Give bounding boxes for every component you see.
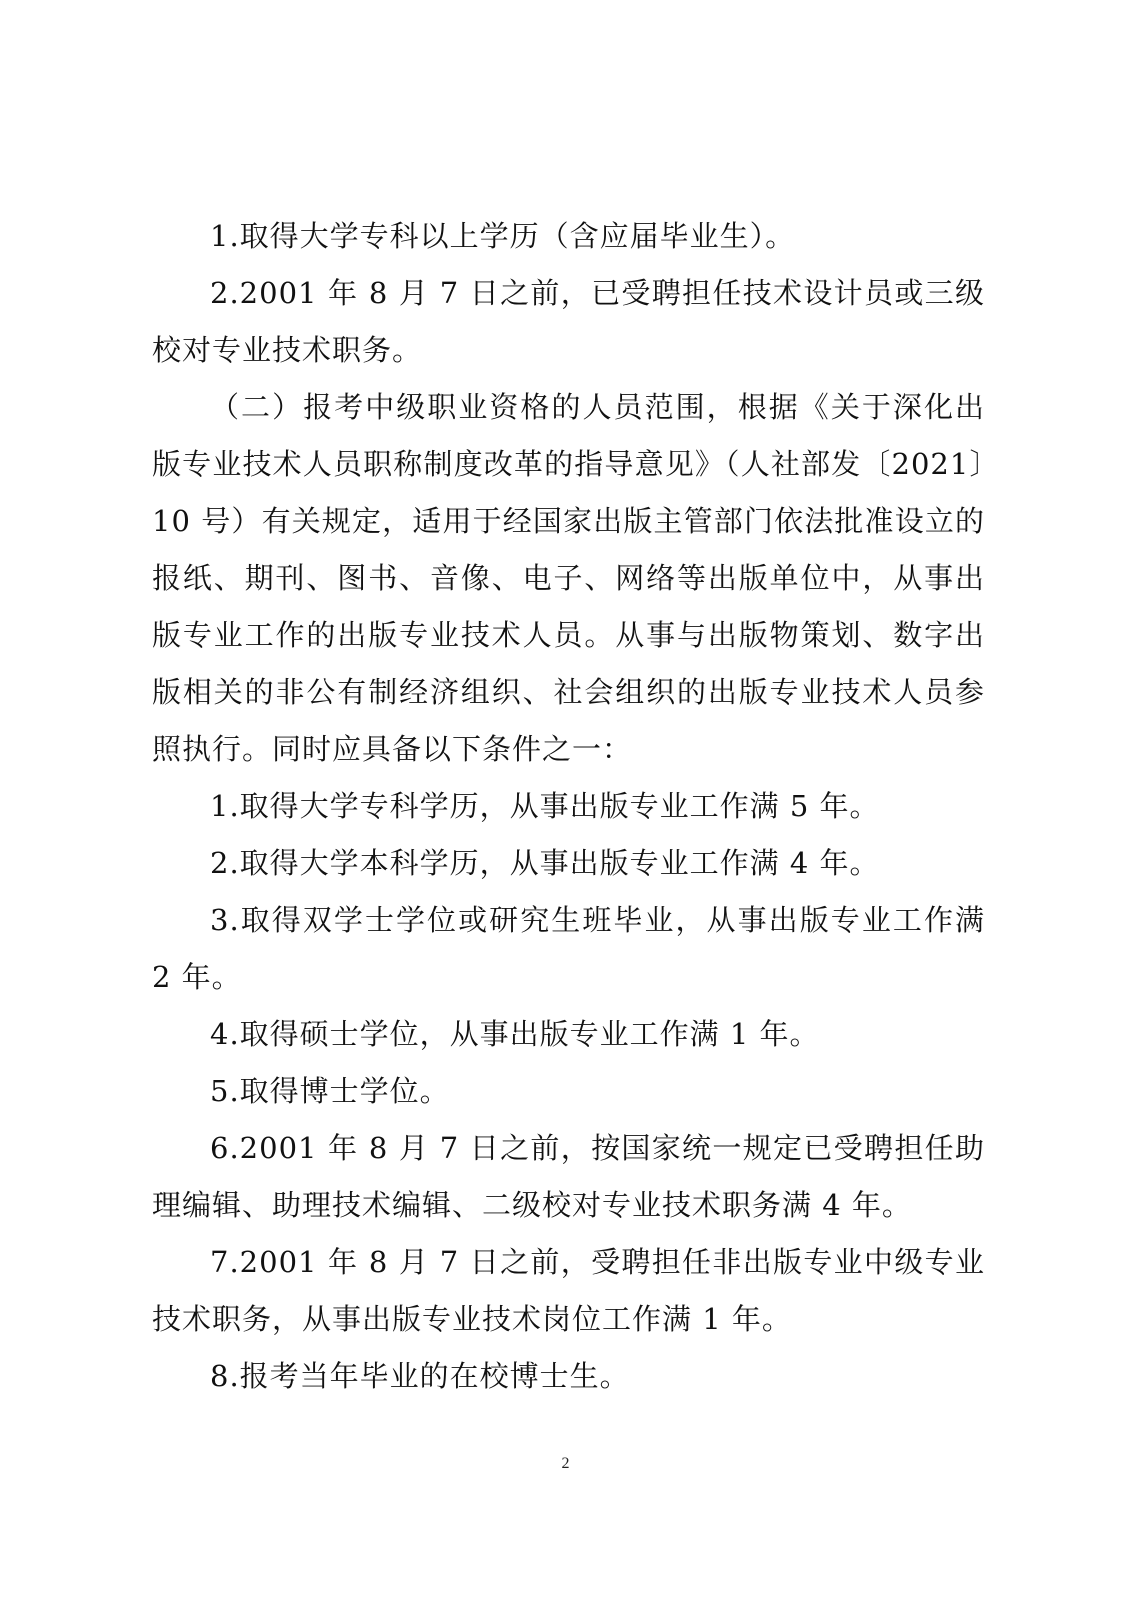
paragraph-condition-5: 5.取得博士学位。 [210,1074,450,1108]
paragraph-condition-3: 3.取得双学士学位或研究生班毕业，从事出版专业工作满 2 年。 [152,903,985,994]
paragraph-item-2: 2.2001 年 8 月 7 日之前，已受聘担任技术设计员或三级校对专业技术职务。 [152,276,985,367]
paragraph-condition-4: 4.取得硕士学位，从事出版专业工作满 1 年。 [210,1017,820,1051]
paragraph-condition-6: 6.2001 年 8 月 7 日之前，按国家统一规定已受聘担任助理编辑、助理技术编辑、二级校对专业技术职务满 4 年。 [152,1131,985,1222]
paragraph-condition-1: 1.取得大学专科学历，从事出版专业工作满 5 年。 [210,789,880,823]
paragraph-condition-8: 8.报考当年毕业的在校博士生。 [210,1359,630,1393]
page-number: 2 [561,1455,570,1472]
paragraph-item-1: 1.取得大学专科以上学历（含应届毕业生）。 [210,219,796,253]
paragraph-condition-2: 2.取得大学本科学历，从事出版专业工作满 4 年。 [210,846,880,880]
paragraph-condition-7: 7.2001 年 8 月 7 日之前，受聘担任非出版专业中级专业技术职务，从事出版专业技术岗位工作满 1 年。 [152,1245,985,1336]
paragraph-section-two: （二）报考中级职业资格的人员范围，根据《关于深化出版专业技术人员职称制度改革的指导意见》（人社部发〔2021〕10 号）有关规定，适用于经国家出版主管部门依法批准设立的报纸、期刊、图书、音像、电子、网络等出版单位中，从事出版专业工作的出版专业技术人员。从事与出版物策划、数字出版相关的非公有制经济组织、社会组织的出版专业技术人员参照执行。同时应具备以下条件之一： [152,390,985,766]
document-body [152,208,985,1405]
